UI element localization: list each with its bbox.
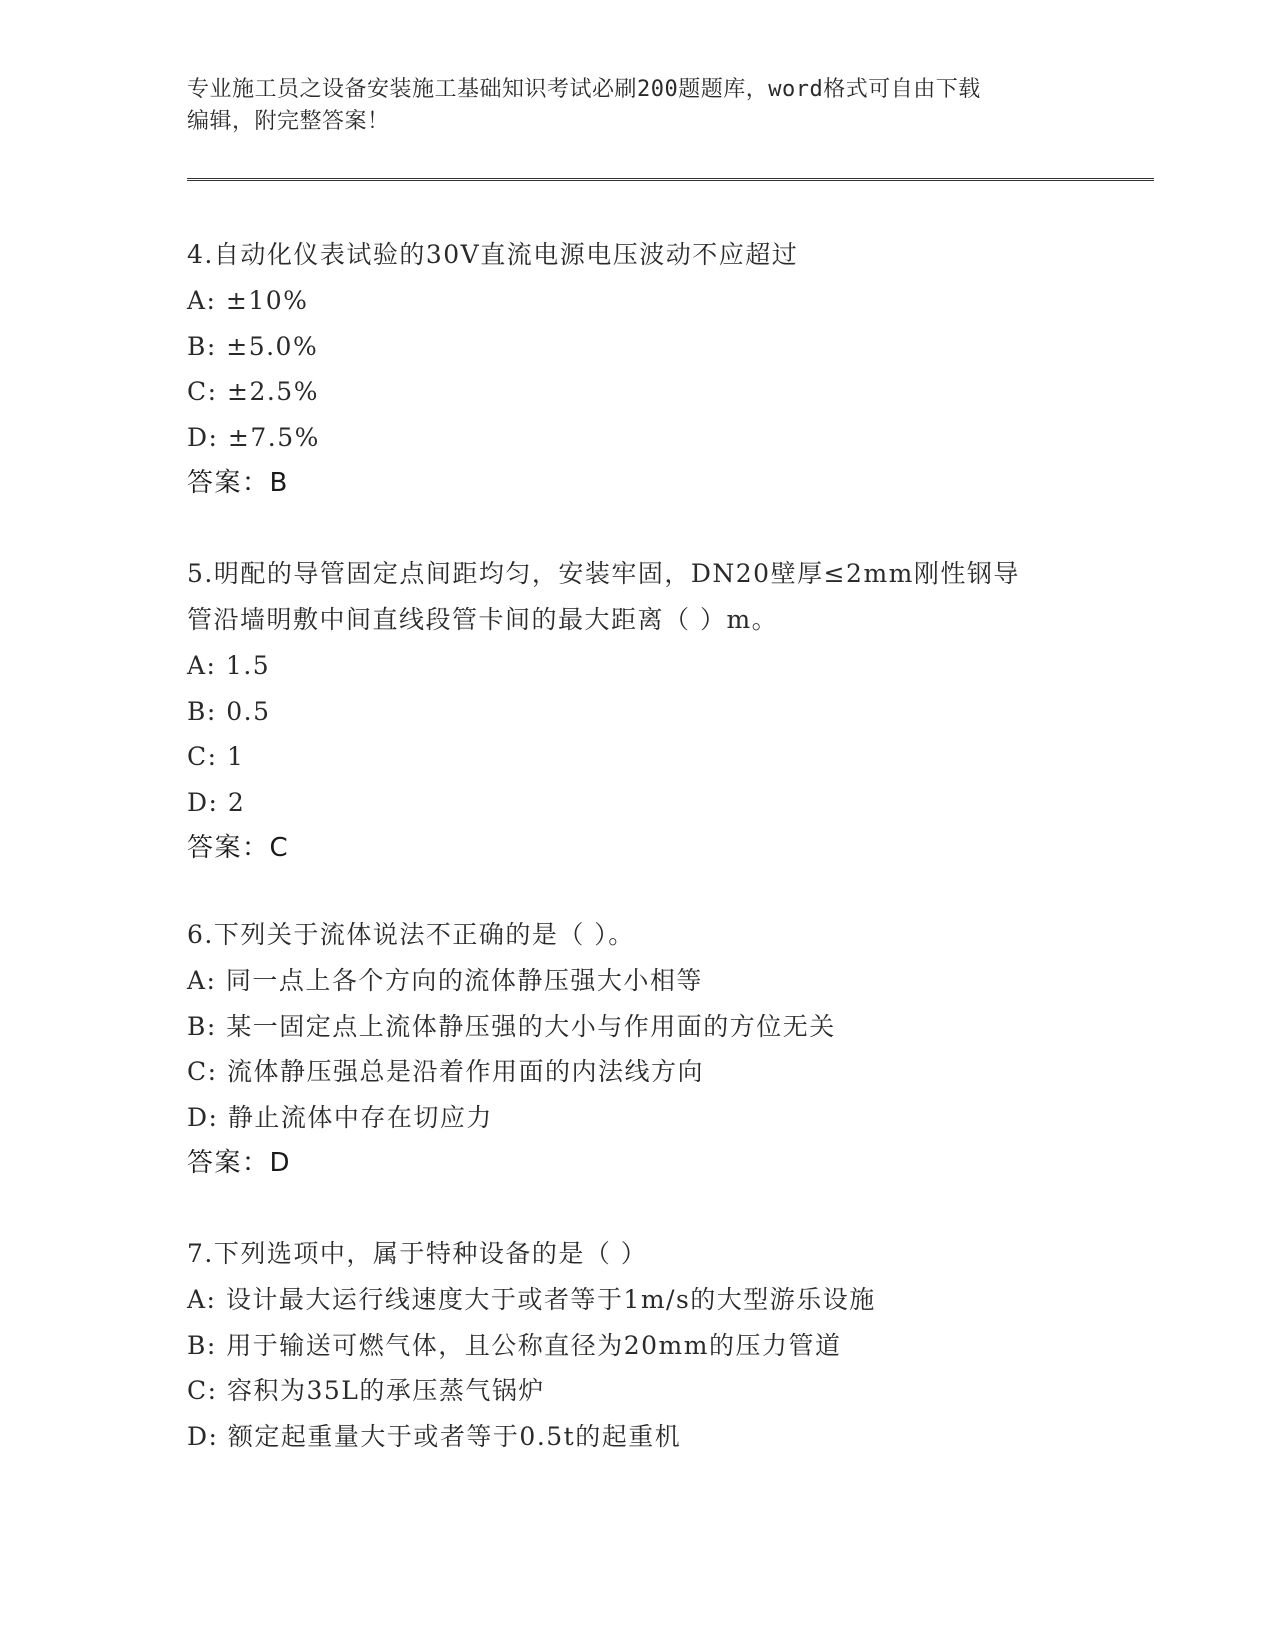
option-c: C: ±2.5% [187, 377, 319, 406]
option-b: B: 用于输送可燃气体，且公称直径为20mm的压力管道 [187, 1330, 842, 1360]
option-b: B: 0.5 [187, 696, 271, 726]
answer: 答案：C [187, 833, 290, 863]
question-4 [187, 232, 1087, 506]
question-stem: 6.下列关于流体说法不正确的是（ ）。 [187, 920, 635, 949]
option-a: A: ±10% [187, 286, 309, 315]
question-7 [187, 1231, 1087, 1459]
option-d: D: 2 [187, 787, 246, 817]
document-header [187, 74, 1087, 138]
question-stem-line-1: 5.明配的导管固定点间距均匀，安装牢固，DN20壁厚≤2mm刚性钢导 [187, 559, 1020, 588]
header-line-1: 专业施工员之设备安装施工基础知识考试必刷200题题库，word格式可自由下载 [187, 77, 981, 102]
option-c: C: 1 [187, 742, 245, 771]
question-stem: 4.自动化仪表试验的30V直流电源电压波动不应超过 [187, 240, 799, 269]
option-a: A: 1.5 [187, 651, 271, 680]
header-divider [187, 178, 1154, 181]
option-d: D: ±7.5% [187, 422, 320, 452]
question-5 [187, 551, 1087, 871]
answer: 答案：D [187, 1148, 292, 1178]
option-c: C: 流体静压强总是沿着作用面的内法线方向 [187, 1057, 704, 1086]
option-b: B: ±5.0% [187, 331, 319, 361]
answer: 答案：B [187, 468, 289, 498]
option-d: D: 额定起重量大于或者等于0.5t的起重机 [187, 1421, 682, 1451]
option-d: D: 静止流体中存在切应力 [187, 1102, 493, 1132]
question-6 [187, 912, 1087, 1186]
question-stem: 7.下列选项中，属于特种设备的是（ ） [187, 1239, 648, 1268]
option-a: A: 设计最大运行线速度大于或者等于1m/s的大型游乐设施 [187, 1285, 876, 1314]
header-line-2: 编辑，附完整答案！ [187, 109, 390, 134]
option-b: B: 某一固定点上流体静压强的大小与作用面的方位无关 [187, 1011, 836, 1041]
question-stem-line-2: 管沿墙明敷中间直线段管卡间的最大距离（ ）m。 [187, 605, 779, 634]
option-c: C: 容积为35L的承压蒸气锅炉 [187, 1376, 545, 1405]
option-a: A: 同一点上各个方向的流体静压强大小相等 [187, 966, 703, 995]
